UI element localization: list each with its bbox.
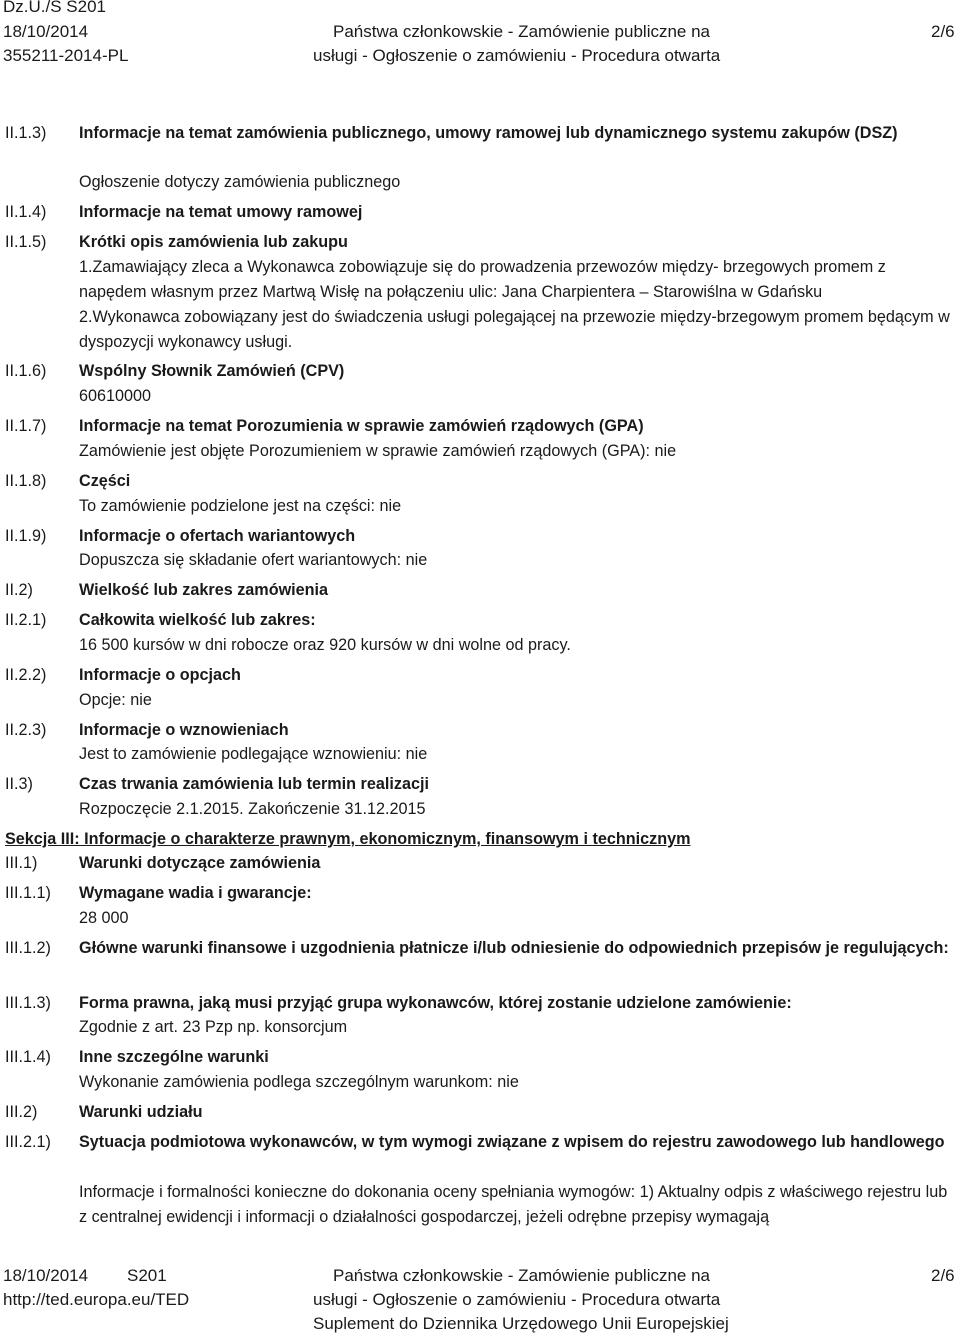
section-number: II.3) xyxy=(5,775,33,793)
section-value: Ogłoszenie dotyczy zamówienia publicznego xyxy=(79,173,401,191)
section-number: III.1.3) xyxy=(5,994,51,1012)
description-paragraph-2: 2.Wykonawca zobowiązany jest do świadczenia usługi polegającej na przewozie między-brzegowym promem będącym w dyspozycji wykonawcy usługi. xyxy=(79,308,950,351)
section-number: III.1.2) xyxy=(5,939,51,957)
section-value: Jest to zamówienie podlegające wznowieniu: nie xyxy=(79,745,428,763)
section-title: Informacje na temat umowy ramowej xyxy=(79,203,363,221)
section-value: Wykonanie zamówienia podlega szczególnym warunkom: nie xyxy=(79,1073,519,1091)
description-paragraph-1: 1.Zamawiający zleca a Wykonawca zobowiązuje się do prowadzenia przewozów między- brzegowych promem z napędem własnym przez Martwą Wisłę na połączeniu ulic: Jana Charpientera – Starowiślna w Gdańsku xyxy=(79,258,886,301)
section-number: III.2) xyxy=(5,1103,38,1121)
section-number: III.1.4) xyxy=(5,1048,51,1066)
section-title: Części xyxy=(79,472,131,490)
footer-date: 18/10/2014 xyxy=(3,1266,89,1285)
section-title: Wymagane wadia i gwarancje: xyxy=(79,884,312,902)
section-number: II.1.9) xyxy=(5,527,47,545)
section-title: Sytuacja podmiotowa wykonawców, w tym wymogi związane z wpisem do rejestru zawodowego lub handlowego xyxy=(79,1133,945,1151)
section-title: Warunki udziału xyxy=(79,1103,203,1121)
section-value: Opcje: nie xyxy=(79,691,152,709)
section-title: Inne szczególne warunki xyxy=(79,1048,269,1066)
footer-page-number: 2/6 xyxy=(931,1266,955,1285)
section-value: Zgodnie z art. 23 Pzp np. konsorcjum xyxy=(79,1018,348,1036)
footer-url[interactable]: http://ted.europa.eu/TED xyxy=(3,1290,190,1309)
header-title-line2: usługi - Ogłoszenie o zamówieniu - Procedura otwarta xyxy=(313,46,721,65)
notice-id: 355211-2014-PL xyxy=(3,46,129,65)
section-title: Informacje o ofertach wariantowych xyxy=(79,527,356,545)
section-title: Informacje o wznowieniach xyxy=(79,721,289,739)
section-title: Informacje o opcjach xyxy=(79,666,241,684)
section-title: Wspólny Słownik Zamówień (CPV) xyxy=(79,362,345,380)
section-title: Krótki opis zamówienia lub zakupu xyxy=(79,233,348,251)
footer-title-line1: Państwa członkowskie - Zamówienie publiczne na xyxy=(333,1266,711,1285)
cpv-code: 60610000 xyxy=(79,387,152,405)
header-date: 18/10/2014 xyxy=(3,22,89,41)
section-number: III.2.1) xyxy=(5,1133,51,1151)
footer-title-line2: usługi - Ogłoszenie o zamówieniu - Procedura otwarta xyxy=(313,1290,721,1309)
section-title: Forma prawna, jaką musi przyjąć grupa wykonawców, której zostanie udzielone zamówienie: xyxy=(79,994,792,1012)
section-number: II.1.8) xyxy=(5,472,47,490)
footer-series: S201 xyxy=(127,1266,167,1285)
section-number: II.1.3) xyxy=(5,124,47,142)
section-number: II.1.7) xyxy=(5,417,47,435)
section-number: II.2.3) xyxy=(5,721,47,739)
section-number: III.1) xyxy=(5,854,38,872)
section-title: Czas trwania zamówienia lub termin realizacji xyxy=(79,775,429,793)
section-number: II.2.1) xyxy=(5,611,47,629)
section-title: Informacje na temat zamówienia publicznego, umowy ramowej lub dynamicznego systemu zakupów (DSZ) xyxy=(79,124,898,142)
section-title: Informacje na temat Porozumienia w sprawie zamówień rządowych (GPA) xyxy=(79,417,644,435)
section-number: II.1.6) xyxy=(5,362,47,380)
section-value: To zamówienie podzielone jest na części: nie xyxy=(79,497,402,515)
footer-title-line3: Suplement do Dziennika Urzędowego Unii Europejskiej xyxy=(313,1314,729,1333)
section-value: Zamówienie jest objęte Porozumieniem w sprawie zamówień rządowych (GPA): nie xyxy=(79,442,677,460)
section-title: Główne warunki finansowe i uzgodnienia płatnicze i/lub odniesienie do odpowiednich przepisów je regulujących: xyxy=(79,939,949,957)
section-number: II.2.2) xyxy=(5,666,47,684)
section-number: II.2) xyxy=(5,581,33,599)
header-title-line1: Państwa członkowskie - Zamówienie publiczne na xyxy=(333,22,711,41)
section-title: Całkowita wielkość lub zakres: xyxy=(79,611,316,629)
header-page-number: 2/6 xyxy=(931,22,955,41)
section-number: II.1.4) xyxy=(5,203,47,221)
section-value: Dopuszcza się składanie ofert wariantowych: nie xyxy=(79,551,428,569)
section-value: 16 500 kursów w dni robocze oraz 920 kursów w dni wolne od pracy. xyxy=(79,636,571,654)
section-value: Informacje i formalności konieczne do dokonania oceny spełniania wymogów: 1) Aktualny odpis z właściwego rejestru lub z centralnej ewidencji i informacji o działalności gospodarczej, jeżeli odrębne przepisy wymagają xyxy=(79,1183,948,1226)
section-title: Wielkość lub zakres zamówienia xyxy=(79,581,329,599)
section-number: II.1.5) xyxy=(5,233,47,251)
section-title: Warunki dotyczące zamówienia xyxy=(79,854,321,872)
section-value: Rozpoczęcie 2.1.2015. Zakończenie 31.12.2015 xyxy=(79,800,426,818)
section-value: 28 000 xyxy=(79,909,129,927)
section-number: III.1.1) xyxy=(5,884,51,902)
section-3-heading: Sekcja III: Informacje o charakterze prawnym, ekonomicznym, finansowym i technicznym xyxy=(5,830,691,848)
journal-ref: Dz.U./S S201 xyxy=(3,0,106,16)
